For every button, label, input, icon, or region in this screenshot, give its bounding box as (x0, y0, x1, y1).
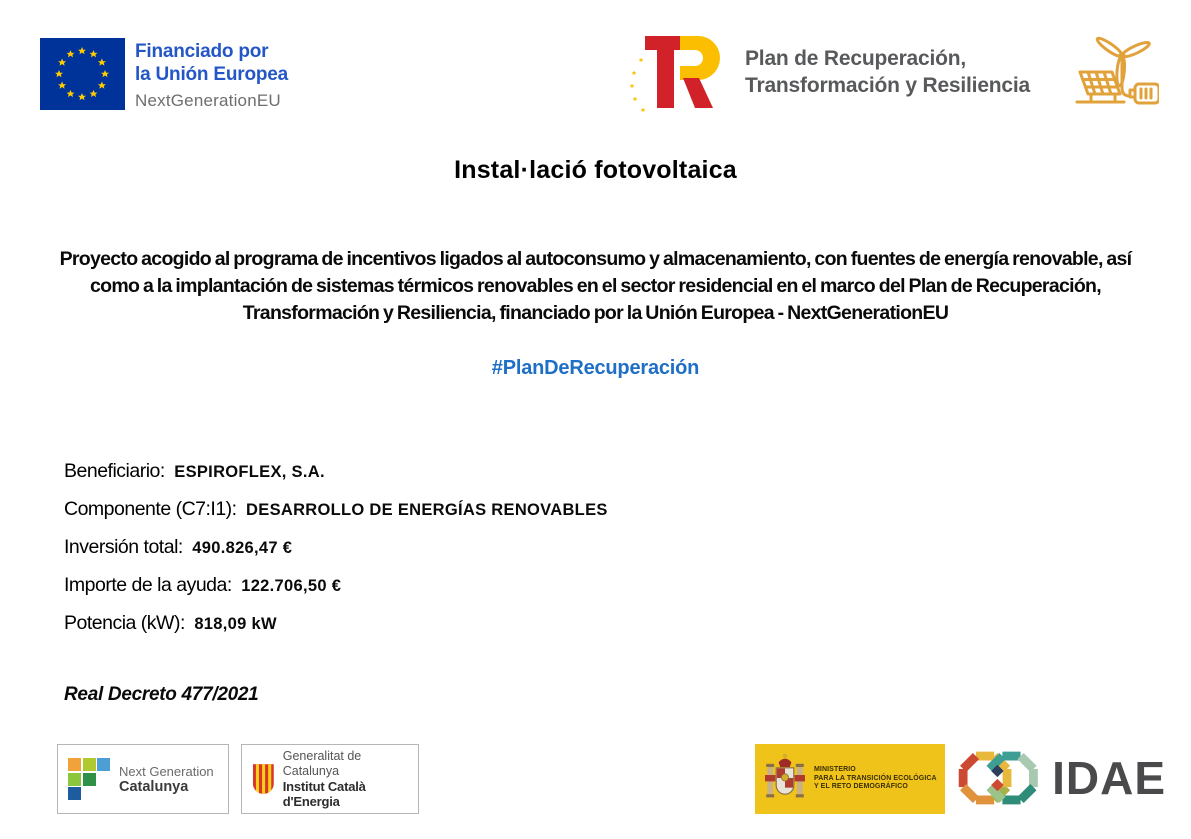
gencat-shield-icon (252, 761, 275, 797)
ministerio-transicion-ecologica-logo (755, 744, 945, 814)
field-label: Beneficiario: (64, 460, 165, 482)
prtr-line2: Transformación y Resiliencia (745, 74, 1031, 97)
field-label: Importe de la ayuda: (64, 574, 232, 596)
field-value: 818,09 kW (194, 615, 277, 633)
field-importe-ayuda (64, 574, 608, 597)
field-value: 490.826,47 € (192, 539, 293, 557)
eu-program-label: NextGenerationEU (135, 91, 281, 110)
idae-rings-icon (956, 740, 1044, 816)
field-label: Potencia (kW): (64, 612, 185, 634)
prtr-line1: Plan de Recuperación, (745, 47, 967, 70)
prtr-tr-icon (628, 28, 733, 116)
field-label: Componente (C7:I1): (64, 498, 237, 520)
field-beneficiario (64, 460, 608, 483)
ministerio-line1: MINISTERIO (814, 766, 856, 774)
generalitat-catalunya-logo (241, 744, 419, 814)
page-title: Instal·lació fotovoltaica (454, 156, 737, 184)
gencat-line1: Generalitat de Catalunya (282, 749, 362, 778)
ministerio-line2: PARA LA TRANSICIÓN ECOLÓGICA (814, 774, 937, 782)
next-generation-catalunya-logo (57, 744, 229, 814)
field-componente (64, 498, 608, 521)
field-value: ESPIROFLEX, S.A. (174, 463, 325, 481)
idae-wordmark: IDAE (1052, 752, 1166, 804)
ministerio-line3: Y EL RETO DEMOGRÁFICO (814, 783, 908, 791)
project-fields (64, 460, 608, 650)
eu-funding-line1: Financiado por (135, 41, 269, 62)
ngc-line2: Catalunya (119, 778, 189, 795)
hashtag-plan-de-recuperacion: #PlanDeRecuperación (491, 357, 700, 379)
renewable-energy-icon (1064, 26, 1159, 118)
field-value: 122.706,50 € (241, 577, 342, 595)
ngc-line1: Next Generation (119, 763, 214, 779)
idae-logo (956, 740, 1166, 816)
ngc-mosaic-icon (68, 758, 110, 800)
project-description: Proyecto acogido al programa de incentivos ligados al autoconsumo y almacenamiento, con fuentes de energía renovable, así como a la implantación de sistemas térmicos renovables en el sector residencial en el marco del Plan de Recuperación, Transformación y Resiliencia, financiado por la Unión Europea - NextGenerationEU (59, 248, 1132, 324)
field-inversion-total (64, 536, 608, 559)
field-potencia (64, 612, 608, 635)
prtr-logo (628, 28, 1030, 116)
gencat-line2: Institut Català d'Energia (282, 779, 366, 809)
eu-funding-line2: la Unión Europea (135, 64, 289, 85)
spain-coat-of-arms-icon (761, 752, 809, 806)
royal-decree-reference: Real Decreto 477/2021 (64, 684, 259, 705)
eu-funding-logo (40, 38, 288, 111)
field-value: DESARROLLO DE ENERGÍAS RENOVABLES (246, 501, 608, 519)
eu-flag-icon (40, 38, 125, 110)
field-label: Inversión total: (64, 536, 183, 558)
